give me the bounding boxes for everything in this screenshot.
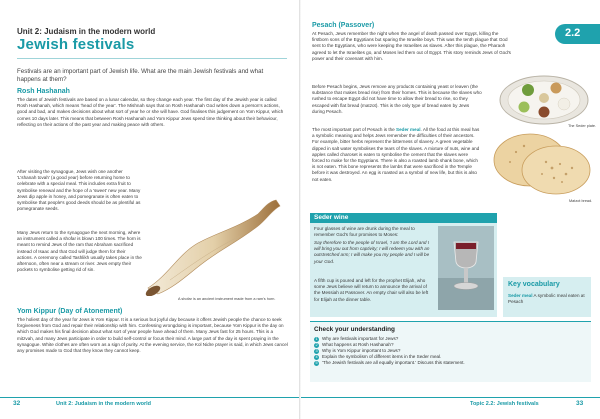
question-list bbox=[314, 336, 586, 366]
page-spine bbox=[299, 0, 301, 419]
question-number: 1 bbox=[315, 336, 318, 341]
page-number-right: 33 bbox=[576, 400, 584, 407]
key-vocabulary-term: Seder meal bbox=[508, 293, 533, 298]
rosh-hashanah-paragraph-3: Many Jews return to the synagogue the next morning, where an instrument called a shofar is blown 100 times. The horn is meant to remind Jews of the ram that Abraham sacrificed instead of Isaac and that God will judge them for their actions. A ceremony called Tashlikh usually takes place in the afternoon, often near a stream or river. Jews empty their pockets to symbolise getting rid of sin. bbox=[17, 230, 142, 273]
footer-topic-text: Topic 2.2: Jewish festivals bbox=[470, 401, 539, 407]
question-text: What happens at Rosh Hashanah? bbox=[322, 342, 394, 348]
question-number: 2 bbox=[315, 342, 318, 347]
key-vocabulary-heading: Key vocabulary bbox=[508, 281, 560, 288]
pesach-heading: Pesach (Passover) bbox=[312, 22, 375, 29]
seder-wine-heading: Seder wine bbox=[314, 214, 349, 221]
key-vocabulary-box bbox=[503, 277, 591, 317]
question-text: Why are festivals important for Jews? bbox=[322, 336, 399, 341]
page-title: Jewish festivals bbox=[17, 36, 135, 53]
question-number: 4 bbox=[315, 354, 318, 359]
rosh-hashanah-paragraph-1: The dates of Jewish festivals are based on a lunar calendar, so they change each year. The first day of the Jewish year is called Rosh Hashanah, which means 'head of the year'. The Mishnah says that on Rosh Hashanah God writes down a person's actions, good and bad, and makes decisions about what sort of year he or she will have. God finalises this judgement on Yom Kippur, which comes 10 days later. This means that between Rosh Hashanah and Yom Kippur Jews spend time thinking about their behaviour, reflecting on their actions of the past year and making peace with others. bbox=[17, 97, 284, 127]
seder-wine-box bbox=[310, 213, 497, 317]
key-vocabulary-definition: A symbolic meal eaten at Pesach bbox=[508, 293, 585, 305]
question-text: Why is Yom Kippur important to Jews? bbox=[322, 348, 401, 354]
shofar-image bbox=[140, 196, 288, 296]
check-understanding-box bbox=[310, 321, 591, 382]
question-text: Explain the symbolism of different items in the Seder meal. bbox=[322, 354, 442, 360]
wine-cup-image bbox=[438, 226, 494, 310]
seder-wine-quote: Say therefore to the people of Israel, 'I am the Lord and I will bring you out from captivity; I will redeem you with an outstretched arm; I will make you my people and I will be your God. bbox=[314, 240, 430, 264]
intro-text: Festivals are an important part of Jewish life. What are the main Jewish festivals and what happens at them? bbox=[17, 68, 264, 84]
pesach-paragraph-1: At Pesach, Jews remember the night when the angel of death passed over Egypt, killing the firstborn sons of the Egyptians but sparing the Israelite boys. This was the tenth plague that God sent to the Egyptians, who were keeping the Israelites as slaves. After this plague, the Pharaoh agreed to let the Israelites go, and Moses led them out of Egypt. This story reminds Jews of God's power and their covenant with him. bbox=[312, 31, 511, 61]
seder-wine-paragraph-1: Four glasses of wine are drunk during the meal to remember God's four promises to Moses: bbox=[314, 226, 415, 238]
matzot-image bbox=[490, 130, 594, 198]
seder-plate-caption: The Seder plate. bbox=[568, 124, 597, 128]
seder-wine-paragraph-2: A fifth cup is poured and left for the prophet Elijah, who some Jews believe will return to announce the arrival of the Messiah at Passover. An empty chair will also be left for Elijah at the dinner table. bbox=[314, 278, 429, 302]
rosh-hashanah-heading: Rosh Hashanah bbox=[17, 88, 70, 95]
yom-kippur-paragraph: The holiest day of the year for Jews is Yom Kippur. It is a serious but joyful day because it offers Jewish people the chance to seek forgiveness from God and repair their relationship with him. Confessing wrongdoing is important, because Yom Kippur is the day on which God makes his final decision about what sort of year people have ahead of them. Many Jews fast for 25 hours. This is a mitzvah, and many Jews participate in order to build self-control or focus their mind. A large part of the day is spent praying in the synagogue. White clothes are often worn as a sign of purity. At the evening service, the Kol Nidre prayer is said, in which Jews cancel any promises made to God that they know they cannot keep. bbox=[17, 317, 288, 354]
matzot-caption: Matzot bread. bbox=[569, 199, 593, 203]
topic-badge bbox=[555, 24, 600, 44]
footer-unit-text: Unit 2: Judaism in the modern world bbox=[56, 401, 152, 407]
pesach-paragraph-2: Before Pesach begins, Jews remove any products containing yeast or leaven (the substance that makes bread rise) from their homes. This is because the slaves who rushed to escape Egypt did not have time to allow their bread to rise, so they escaped with flat bread (matzot). This is the only type of bread eaten by Jews during Pesach. bbox=[312, 84, 482, 114]
page-number-left: 32 bbox=[13, 400, 21, 407]
question-text: 'The Jewish festivals are all equally important.' Discuss this statement. bbox=[322, 360, 465, 366]
pesach-p3-lead: The most important part of Pesach is the bbox=[312, 127, 397, 132]
rosh-hashanah-paragraph-2: After visiting the synagogue, Jews wish one another 'L'shanah tovah' (a good year) before returning home to celebrate with a special meal. This includes extra fruit to symbolise renewal and the hope of a 'sweet' new year. Many Jews dip apple in honey, and pomegranate is often eaten to symbolise that people's good deeds should be as plentiful as pomegranate seeds. bbox=[17, 169, 141, 212]
seder-wine-header bbox=[310, 213, 497, 223]
question-number: 3 bbox=[315, 348, 318, 353]
title-divider bbox=[17, 58, 287, 59]
topic-badge-label: 2.2 bbox=[565, 27, 581, 39]
footer-rule-left bbox=[0, 397, 299, 398]
key-vocabulary-entry bbox=[508, 293, 588, 305]
pesach-p3-rest: . All the food at this meal has a symbolic meaning and helps Jews remember the difficulties of their ancestors. For example, bitter herbs represent the bitterness of slavery. A green vegetable dipped in salt water symbolises the tears of the slaves. A mixture of nuts, wine and apples called charoset is eaten to symbolise the cement that the slaves were forced to make for the Egyptians. There is also a roasted lamb shank bone, which is not eaten. This bone represents the lambs that were sacrificed in the Temple before it was destroyed. An egg is roasted as a symbol of new life, but this is also not eaten. bbox=[312, 127, 480, 182]
yom-kippur-heading: Yom Kippur (Day of Atonement) bbox=[17, 308, 123, 315]
footer-rule-right bbox=[301, 397, 600, 398]
question-item bbox=[314, 360, 586, 366]
seder-meal-term: Seder meal bbox=[396, 127, 421, 132]
question-number: 5 bbox=[315, 360, 318, 365]
seder-plate-image bbox=[498, 74, 590, 126]
pesach-paragraph-3 bbox=[312, 127, 482, 183]
check-understanding-heading: Check your understanding bbox=[314, 326, 395, 333]
shofar-caption: A shofar is an ancient instrument made from a ram's horn. bbox=[178, 297, 276, 301]
unit-label: Unit 2: Judaism in the modern world bbox=[17, 27, 156, 36]
